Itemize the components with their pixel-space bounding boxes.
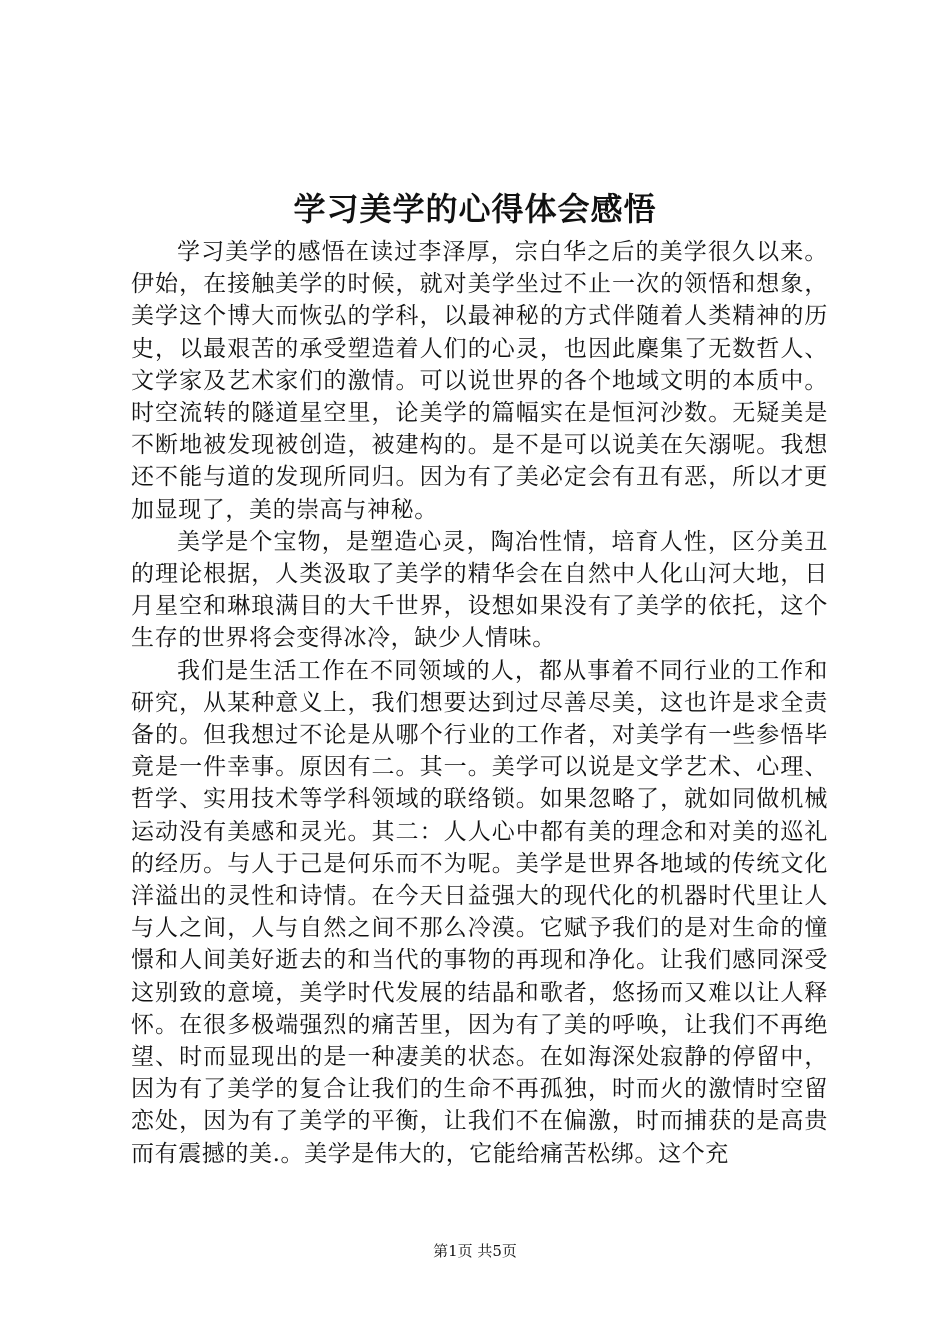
document-title: 学习美学的心得体会感悟 xyxy=(293,190,657,228)
paragraph-1: 学习美学的感悟在读过李泽厚，宗白华之后的美学很久以来。伊始，在接触美学的时候，就对美学坐过不止一次的领悟和想象，美学这个博大而恢弘的学科，以最神秘的方式伴随着人类精神的历史，以最艰苦的承受塑造着人们的心灵，也因此麇集了无数哲人、文学家及艺术家们的激情。可以说世界的各个地域文明的本质中。时空流转的隧道星空里，论美学的篇幅实在是恒河沙数。无疑美是不断地被发现被创造，被建构的。是不是可以说美在矢溺呢。我想还不能与道的发现所同归。因为有了美必定会有丑有恶，所以才更加显现了，美的崇高与神秘。 xyxy=(131,239,828,523)
paragraph-2: 美学是个宝物，是塑造心灵，陶冶性情，培育人性，区分美丑的理论根据，人类汲取了美学的精华会在自然中人化山河大地，日月星空和琳琅满目的大千世界，设想如果没有了美学的依托，这个生存的世界将会变得冰冷，缺少人情味。 xyxy=(131,528,828,652)
page-number-footer: 第1页 共5页 xyxy=(433,1242,517,1260)
paragraph-3: 我们是生活工作在不同领域的人，都从事着不同行业的工作和研究，从某种意义上，我们想要达到过尽善尽美，这也许是求全责备的。但我想过不论是从哪个行业的工作者，对美学有一些参悟毕竟是一件幸事。原因有二。其一。美学可以说是文学艺术、心理、哲学、实用技术等学科领域的联络锁。如果忽略了，就如同做机械运动没有美感和灵光。其二：人人心中都有美的理念和对美的巡礼的经历。与人于己是何乐而不为呢。美学是世界各地域的传统文化洋溢出的灵性和诗情。在今天日益强大的现代化的机器时代里让人与人之间，人与自然之间不那么冷漠。它赋予我们的是对生命的憧憬和人间美好逝去的和当代的事物的再现和净化。让我们感同深受这别致的意境，美学时代发展的结晶和歌者，悠扬而又难以让人释怀。在很多极端强烈的痛苦里，因为有了美的呼唤，让我们不再绝望、时而显现出的是一种凄美的状态。在如海深处寂静的停留中，因为有了美学的复合让我们的生命不再孤独，时而火的激情时空留恋处，因为有了美学的平衡，让我们不在偏激，时而捕获的是高贵而有震撼的美.。美学是伟大的，它能给痛苦松绑。这个充 xyxy=(131,657,828,1167)
document-body xyxy=(131,236,828,1170)
